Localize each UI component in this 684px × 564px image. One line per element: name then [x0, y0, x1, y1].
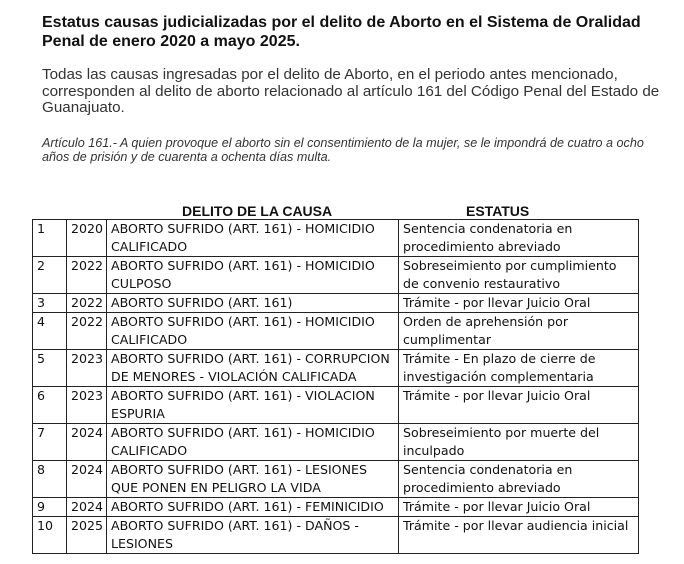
table-row — [33, 424, 639, 461]
row-year: 2022 — [67, 313, 107, 350]
row-estatus: Sentencia condenatoria en procedimiento abreviado — [399, 220, 639, 257]
row-delito: ABORTO SUFRIDO (ART. 161) - LESIONES QUE PONEN EN PELIGRO LA VIDA — [107, 461, 399, 498]
row-number: 1 — [33, 220, 67, 257]
table-row — [33, 294, 639, 313]
row-year: 2022 — [67, 257, 107, 294]
row-number: 9 — [33, 498, 67, 517]
row-estatus: Sobreseimiento por muerte del inculpado — [399, 424, 639, 461]
table-row — [33, 498, 639, 517]
row-delito: ABORTO SUFRIDO (ART. 161) — [107, 294, 399, 313]
article-quote: Artículo 161.- A quien provoque el aborto sin el consentimiento de la mujer, se le impondrá de cuatro a ocho años de prisión y de cuarenta a ochenta días multa. — [42, 136, 644, 164]
table-row — [33, 313, 639, 350]
row-delito: ABORTO SUFRIDO (ART. 161) - VIOLACION ESPURIA — [107, 387, 399, 424]
table-row — [33, 387, 639, 424]
row-estatus: Sentencia condenatoria en procedimiento abreviado — [399, 461, 639, 498]
table-row — [33, 350, 639, 387]
row-year: 2023 — [67, 350, 107, 387]
row-number: 10 — [33, 517, 67, 554]
row-number: 5 — [33, 350, 67, 387]
row-number: 4 — [33, 313, 67, 350]
table-row — [33, 220, 639, 257]
header-delito: DELITO DE LA CAUSA — [182, 203, 333, 219]
row-delito: ABORTO SUFRIDO (ART. 161) - DAÑOS - LESIONES — [107, 517, 399, 554]
row-estatus: Sobreseimiento por cumplimiento de convenio restaurativo — [399, 257, 639, 294]
header-estatus: ESTATUS — [466, 203, 530, 219]
row-delito: ABORTO SUFRIDO (ART. 161) - FEMINICIDIO — [107, 498, 399, 517]
row-year: 2022 — [67, 294, 107, 313]
row-number: 6 — [33, 387, 67, 424]
row-estatus: Trámite - por llevar audiencia inicial — [399, 517, 639, 554]
row-estatus: Orden de aprehensión por cumplimentar — [399, 313, 639, 350]
row-estatus: Trámite - por llevar Juicio Oral — [399, 387, 639, 424]
row-estatus: Trámite - En plazo de cierre de investigación complementaria — [399, 350, 639, 387]
table-row — [33, 257, 639, 294]
intro-paragraph: Todas las causas ingresadas por el delito de Aborto, en el periodo antes mencionado, corresponden al delito de aborto relacionado al artículo 161 del Código Penal del Estado de Guanajuato. — [42, 66, 660, 116]
row-number: 8 — [33, 461, 67, 498]
row-estatus: Trámite - por llevar Juicio Oral — [399, 294, 639, 313]
document-title: Estatus causas judicializadas por el delito de Aborto en el Sistema de Oralidad Penal de enero 2020 a mayo 2025. — [42, 14, 641, 50]
row-year: 2024 — [67, 424, 107, 461]
row-delito: ABORTO SUFRIDO (ART. 161) - HOMICIDIO CALIFICADO — [107, 313, 399, 350]
row-year: 2020 — [67, 220, 107, 257]
row-year: 2024 — [67, 498, 107, 517]
row-delito: ABORTO SUFRIDO (ART. 161) - CORRUPCION DE MENORES - VIOLACIÓN CALIFICADA — [107, 350, 399, 387]
row-number: 7 — [33, 424, 67, 461]
table-row — [33, 461, 639, 498]
row-year: 2024 — [67, 461, 107, 498]
row-year: 2023 — [67, 387, 107, 424]
causas-table — [32, 219, 639, 554]
row-estatus: Trámite - por llevar Juicio Oral — [399, 498, 639, 517]
row-delito: ABORTO SUFRIDO (ART. 161) - HOMICIDIO CALIFICADO — [107, 220, 399, 257]
row-delito: ABORTO SUFRIDO (ART. 161) - HOMICIDIO CALIFICADO — [107, 424, 399, 461]
row-number: 3 — [33, 294, 67, 313]
row-delito: ABORTO SUFRIDO (ART. 161) - HOMICIDIO CULPOSO — [107, 257, 399, 294]
row-year: 2025 — [67, 517, 107, 554]
table-row — [33, 517, 639, 554]
row-number: 2 — [33, 257, 67, 294]
